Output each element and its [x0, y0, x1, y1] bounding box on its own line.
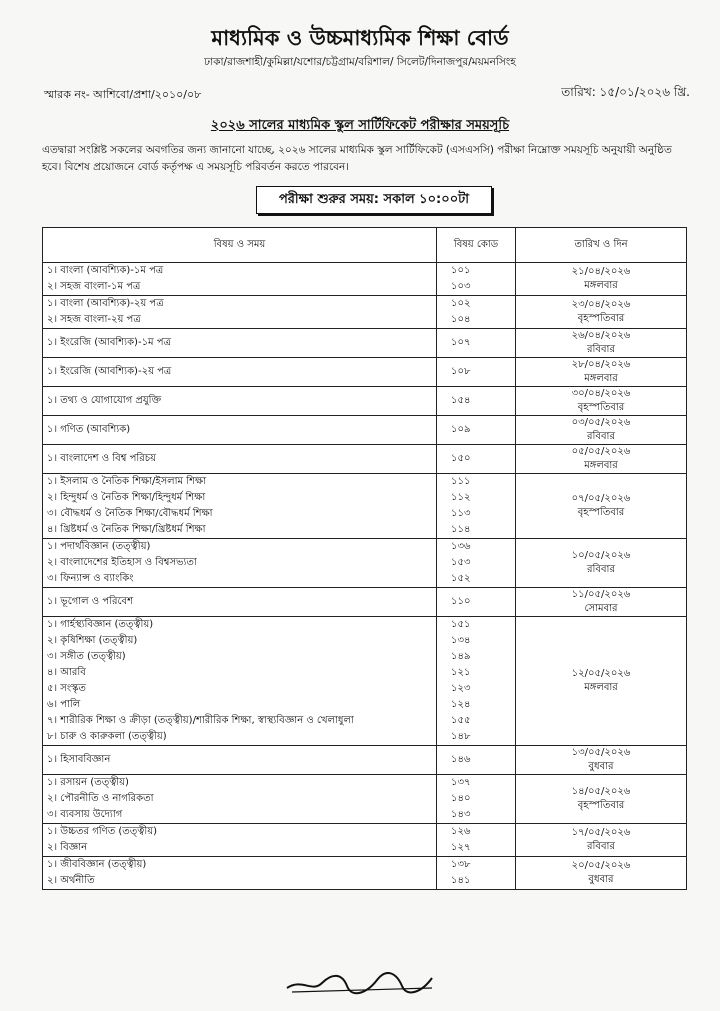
subject-name: ৩। বৌদ্ধধর্ম ও নৈতিক শিক্ষা/বৌদ্ধধর্ম শিক্ষা	[47, 508, 213, 519]
exam-day: বুধবার	[588, 761, 614, 772]
subject-code: ১৫০	[451, 453, 471, 464]
date-cell	[516, 445, 687, 474]
header-code: বিষয় কোড	[437, 228, 516, 263]
exam-date: ১৭/০৫/২০২৬	[571, 827, 631, 838]
subject-cell	[43, 358, 437, 387]
table-row	[43, 329, 687, 358]
exam-date: ১৩/০৫/২০২৬	[571, 747, 631, 758]
date-cell	[516, 746, 687, 775]
code-cell	[437, 416, 516, 445]
subject-cell	[43, 445, 437, 474]
table-row	[43, 263, 687, 296]
header-date: তারিখ ও দিন	[516, 228, 687, 263]
subject-name: ১। ভূগোল ও পরিবেশ	[47, 596, 133, 607]
subject-code: ১২৩	[451, 683, 471, 694]
subject-name: ২। সহজ বাংলা-১ম পত্র	[47, 281, 141, 292]
subject-code: ১০৭	[451, 337, 471, 348]
subject-code: ১৪৮	[451, 731, 471, 742]
schedule-table	[42, 227, 687, 890]
subject-cell	[43, 263, 437, 296]
table-row	[43, 539, 687, 588]
date-cell	[516, 617, 687, 746]
subject-name: ১। উচ্চতর গণিত (তত্ত্বীয়)	[47, 826, 158, 837]
date-cell	[516, 416, 687, 445]
subject-code: ১০৩	[451, 281, 471, 292]
table-row	[43, 387, 687, 416]
exam-date: ১০/০৫/২০২৬	[571, 550, 631, 561]
subject-name: ১। বাংলা (আবশ্যিক)-১ম পত্র	[47, 265, 164, 276]
subject-code: ১২৭	[451, 842, 471, 853]
subject-code: ১৪০	[451, 793, 471, 804]
subject-cell	[43, 824, 437, 857]
subject-code: ১১৪	[451, 524, 471, 535]
table-row	[43, 296, 687, 329]
exam-date: ১১/০৫/২০২৬	[571, 589, 631, 600]
subject-name: ১। গার্হস্থ্যবিজ্ঞান (তত্ত্বীয়)	[47, 619, 154, 630]
code-cell	[437, 617, 516, 746]
subject-code: ১৩৭	[451, 777, 471, 788]
table-row	[43, 416, 687, 445]
exam-start-time-box: পরীক্ষা শুরুর সময়: সকাল ১০:০০টা	[256, 186, 492, 214]
subject-name: ২। কৃষিশিক্ষা (তত্ত্বীয়)	[47, 635, 138, 646]
subject-name: ৪। খ্রিষ্টধর্ম ও নৈতিক শিক্ষা/খ্রিষ্টধর্ম শিক্ষা	[47, 524, 206, 535]
subject-code: ১৩৪	[451, 635, 471, 646]
subject-name: ৩। সঙ্গীত (তত্ত্বীয়)	[47, 651, 126, 662]
code-cell	[437, 474, 516, 539]
exam-day: বৃহস্পতিবার	[577, 800, 625, 811]
code-cell	[437, 296, 516, 329]
table-row	[43, 445, 687, 474]
memo-number: স্মারক নং- আশিবো/প্রশা/২০১০/০৮	[44, 88, 202, 101]
exam-date: ১৪/০৫/২০২৬	[571, 786, 631, 797]
exam-day: মঙ্গলবার	[584, 460, 618, 471]
date-cell	[516, 263, 687, 296]
subject-name: ২। বিজ্ঞান	[47, 842, 88, 853]
table-row	[43, 617, 687, 746]
subject-name: ১। গণিত (আবশ্যিক)	[47, 424, 131, 435]
subject-code: ১২৪	[451, 699, 471, 710]
boards-list: ঢাকা/রাজশাহী/কুমিল্লা/যশোর/চট্টগ্রাম/বরিশাল/ সিলেট/দিনাজপুর/ময়মনসিংহ	[204, 56, 516, 68]
subject-name: ৩। ব্যবসায় উদ্যোগ	[47, 809, 123, 820]
date-cell	[516, 329, 687, 358]
subject-cell	[43, 746, 437, 775]
exam-day: রবিবার	[587, 564, 615, 575]
subject-name: ১। বাংলা (আবশ্যিক)-২য় পত্র	[47, 298, 164, 309]
exam-day: বৃহস্পতিবার	[577, 313, 625, 324]
subject-code: ১৫২	[451, 573, 471, 584]
table-row	[43, 824, 687, 857]
subject-name: ১। ইংরেজি (আবশ্যিক)-২য় পত্র	[47, 366, 172, 377]
subject-name: ১। ইসলাম ও নৈতিক শিক্ষা/ইসলাম শিক্ষা	[47, 476, 207, 487]
subject-code: ১৩৮	[451, 859, 471, 870]
issue-date: তারিখ: ১৫/০১/২০২৬ খ্রি.	[561, 85, 690, 99]
date-cell	[516, 358, 687, 387]
subject-name: ১। রসায়ন (তত্ত্বীয়)	[47, 777, 129, 788]
exam-day: রবিবার	[587, 431, 615, 442]
code-cell	[437, 588, 516, 617]
exam-date: ২১/০৪/২০২৬	[571, 266, 631, 277]
exam-day: বৃহস্পতিবার	[577, 507, 625, 518]
table-row	[43, 775, 687, 824]
subject-cell	[43, 296, 437, 329]
header-subject: বিষয় ও সময়	[43, 228, 437, 263]
code-cell	[437, 857, 516, 890]
subject-code: ১৪৯	[451, 651, 471, 662]
table-row	[43, 358, 687, 387]
exam-day: রবিবার	[587, 344, 615, 355]
subject-code: ১৫৩	[451, 557, 471, 568]
code-cell	[437, 263, 516, 296]
table-row	[43, 588, 687, 617]
subject-name: ২। অর্থনীতি	[47, 875, 95, 886]
subject-cell	[43, 416, 437, 445]
subject-cell	[43, 857, 437, 890]
date-cell	[516, 296, 687, 329]
subject-code: ১৫৪	[451, 395, 471, 406]
signature	[282, 968, 442, 998]
subject-name: ৬। পালি	[47, 699, 81, 710]
subject-code: ১১২	[451, 492, 471, 503]
subject-code: ১৫১	[451, 619, 471, 630]
date-cell	[516, 588, 687, 617]
date-cell	[516, 474, 687, 539]
subject-code: ১৩৬	[451, 541, 471, 552]
date-cell	[516, 775, 687, 824]
subject-name: ৫। সংস্কৃত	[47, 683, 86, 694]
subject-code: ১০২	[451, 298, 471, 309]
subject-code: ১১০	[451, 596, 471, 607]
exam-date: ২০/০৫/২০২৬	[571, 860, 631, 871]
subject-cell	[43, 474, 437, 539]
exam-day: বুধবার	[588, 874, 614, 885]
code-cell	[437, 445, 516, 474]
date-cell	[516, 539, 687, 588]
subject-code: ১১১	[451, 476, 471, 487]
subject-name: ৪। আরবি	[47, 667, 86, 678]
code-cell	[437, 329, 516, 358]
exam-date: ০৭/০৫/২০২৬	[571, 493, 631, 504]
subject-name: ৮। চারু ও কারুকলা (তত্ত্বীয়)	[47, 731, 167, 742]
subject-name: ১। তথ্য ও যোগাযোগ প্রযুক্তি	[47, 395, 162, 406]
schedule-title: ২০২৬ সালের মাধ্যমিক স্কুল সার্টিফিকেট পরীক্ষার সময়সূচি	[210, 118, 510, 133]
subject-code: ১০৯	[451, 424, 471, 435]
table-row	[43, 746, 687, 775]
table-row	[43, 857, 687, 890]
subject-name: ১। ইংরেজি (আবশ্যিক)-১ম পত্র	[47, 337, 171, 348]
subject-code: ১০৪	[451, 314, 471, 325]
exam-date: ০৫/০৫/২০২৬	[571, 446, 631, 457]
exam-day: মঙ্গলবার	[584, 373, 618, 384]
subject-name: ২। সহজ বাংলা-২য় পত্র	[47, 314, 141, 325]
subject-code: ১২১	[451, 667, 471, 678]
table-body	[43, 263, 687, 890]
code-cell	[437, 387, 516, 416]
subject-name: ২। হিন্দুধর্ম ও নৈতিক শিক্ষা/হিন্দুধর্ম শিক্ষা	[47, 492, 206, 503]
code-cell	[437, 824, 516, 857]
exam-date: ১২/০৫/২০২৬	[571, 668, 631, 679]
subject-name: ২। বাংলাদেশের ইতিহাস ও বিশ্বসভ্যতা	[47, 557, 197, 568]
board-name: মাধ্যমিক ও উচ্চমাধ্যমিক শিক্ষা বোর্ড	[211, 26, 509, 50]
exam-date: ২৬/০৪/২০২৬	[571, 330, 631, 341]
exam-date: ২৮/০৪/২০২৬	[571, 359, 631, 370]
exam-day: রবিবার	[587, 841, 615, 852]
table-header-row	[43, 228, 687, 263]
subject-code: ১১৩	[451, 508, 471, 519]
date-cell	[516, 857, 687, 890]
subject-code: ১৫৫	[451, 715, 471, 726]
subject-cell	[43, 387, 437, 416]
exam-date: ৩০/০৪/২০২৬	[571, 388, 631, 399]
exam-date: ২৩/০৪/২০২৬	[571, 299, 631, 310]
subject-cell	[43, 539, 437, 588]
subject-cell	[43, 617, 437, 746]
exam-day: মঙ্গলবার	[584, 682, 618, 693]
exam-date: ০৩/০৫/২০২৬	[571, 417, 631, 428]
subject-code: ১০৮	[451, 366, 471, 377]
date-cell	[516, 387, 687, 416]
subject-name: ১। হিসাববিজ্ঞান	[47, 754, 111, 765]
subject-cell	[43, 329, 437, 358]
code-cell	[437, 746, 516, 775]
exam-day: সোমবার	[584, 603, 618, 614]
subject-name: ১। বাংলাদেশ ও বিশ্ব পরিচয়	[47, 453, 157, 464]
subject-cell	[43, 775, 437, 824]
exam-day: মঙ্গলবার	[584, 280, 618, 291]
exam-day: বৃহস্পতিবার	[577, 402, 625, 413]
subject-cell	[43, 588, 437, 617]
code-cell	[437, 358, 516, 387]
date-cell	[516, 824, 687, 857]
code-cell	[437, 775, 516, 824]
code-cell	[437, 539, 516, 588]
subject-code: ১৪৩	[451, 809, 471, 820]
subject-name: ১। পদার্থবিজ্ঞান (তত্ত্বীয়)	[47, 541, 151, 552]
subject-code: ১৪৬	[451, 754, 471, 765]
intro-paragraph: এতদ্বারা সংশ্লিষ্ট সকলের অবগতির জন্য জানানো যাচ্ছে, ২০২৬ সালের মাধ্যমিক স্কুল সার্টিফিকেট (এসএসসি) পরীক্ষা নিম্নোক্ত সময়সূচি অনুযায়ী অনুষ্ঠিত হবে। বিশেষ প্রয়োজনে বোর্ড কর্তৃপক্ষ এ সময়সূচি পরিবর্তন করতে পারবেন।	[42, 144, 672, 173]
subject-name: ১। জীববিজ্ঞান (তত্ত্বীয়)	[47, 859, 147, 870]
subject-code: ১২৬	[451, 826, 471, 837]
table-row	[43, 474, 687, 539]
subject-code: ১০১	[451, 265, 471, 276]
subject-name: ৩। ফিন্যান্স ও ব্যাংকিং	[47, 573, 134, 584]
subject-code: ১৪১	[451, 875, 471, 886]
subject-name: ২। পৌরনীতি ও নাগরিকতা	[47, 793, 154, 804]
subject-name: ৭। শারীরিক শিক্ষা ও ক্রীড়া (তত্ত্বীয়)/শারীরিক শিক্ষা, স্বাস্থ্যবিজ্ঞান ও খেলাধুলা	[47, 715, 354, 726]
